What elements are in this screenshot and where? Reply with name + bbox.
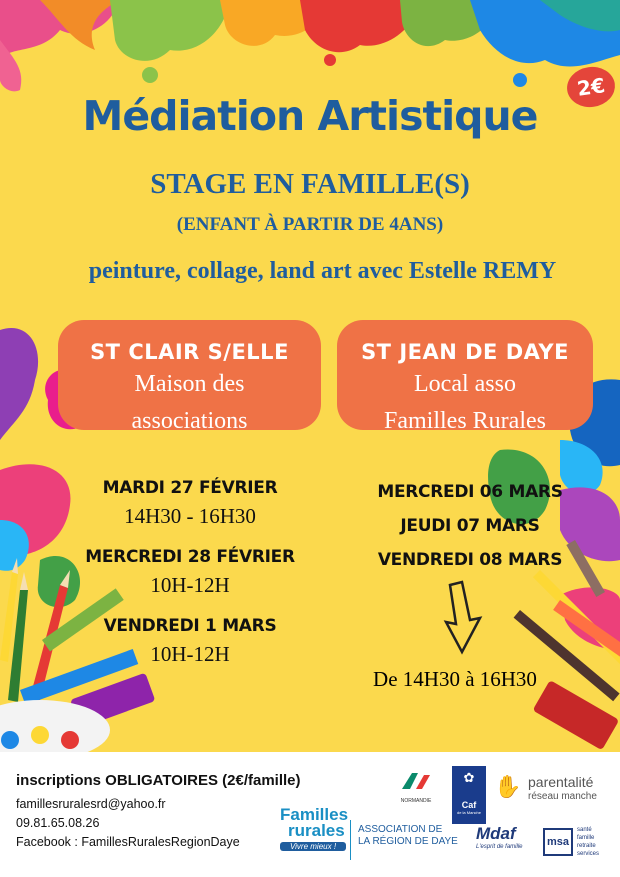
schedule-day: MERCREDI 28 FÉVRIER — [85, 547, 295, 567]
logo-divider — [350, 820, 351, 860]
credit-agricole-logo: NORMANDIE — [398, 769, 434, 801]
location-place-line1: Maison des — [134, 371, 245, 397]
schedule-day: VENDREDI 1 MARS — [103, 616, 277, 636]
credit-agricole-icon — [398, 769, 434, 793]
facebook-link[interactable]: Facebook : FamillesRuralesRegionDaye — [16, 835, 240, 849]
phone-number: 09.81.65.08.26 — [16, 816, 100, 830]
location-name: ST JEAN DE DAYE — [361, 340, 569, 364]
schedule-time: 14H30 - 16H30 — [124, 504, 256, 528]
schedule-day: JEUDI 07 MARS — [400, 516, 540, 536]
price-badge: 2€ — [564, 64, 617, 110]
association-label: ASSOCIATION DE LA RÉGION DE DAYE — [358, 824, 458, 847]
schedule-time-range: De 14H30 à 16H30 — [373, 667, 537, 691]
page-title: Médiation Artistique — [82, 92, 538, 140]
schedule-day: MARDI 27 FÉVRIER — [102, 478, 278, 498]
location-card-st-jean — [337, 320, 593, 434]
location-place-line1: Local asso — [414, 371, 516, 397]
schedule-day: MERCREDI 06 MARS — [377, 482, 563, 502]
caf-logo: ✿ Caf de la Manche — [452, 766, 486, 824]
familles-rurales-logo: Familles rurales Vivre mieux ! — [280, 805, 349, 851]
footer: inscriptions OBLIGATOIRES (2€/famille) famillesruralesrd@yahoo.fr 09.81.65.08.26 Facebook : FamillesRuralesRegionDaye NORMANDIE ✿ Caf de la Manche ✋ parentalité réseau manche Familles rurales Vivre mieux ! ASSOCIATION DE LA RÉGION DE DAYE Mdaf L'esprit de famille msa santé famille retraite services — [0, 752, 620, 877]
location-place-line2: Familles Rurales — [384, 408, 546, 434]
schedule-time: 10H-12H — [150, 642, 230, 666]
age-note: (ENFANT À PARTIR DE 4ANS) — [176, 214, 444, 235]
hand-icon: ✋ — [494, 774, 522, 799]
flower-icon: ✿ — [463, 770, 475, 785]
schedule-time: 10H-12H — [150, 573, 230, 597]
location-card-st-clair — [58, 320, 321, 434]
schedule-left — [70, 478, 310, 667]
schedule-right — [350, 482, 590, 570]
schedule-day: VENDREDI 08 MARS — [377, 550, 563, 570]
location-name: ST CLAIR S/ELLE — [90, 340, 289, 364]
location-place-line2: associations — [131, 408, 248, 434]
activities-line: peinture, collage, land art avec Estelle REMY — [88, 258, 557, 284]
email-link[interactable]: famillesruralesrd@yahoo.fr — [16, 797, 166, 811]
subtitle: STAGE EN FAMILLE(S) — [150, 168, 470, 200]
mdaf-logo: Mdaf L'esprit de famille — [476, 824, 523, 850]
registration-text: inscriptions OBLIGATOIRES (2€/famille) — [16, 772, 301, 789]
msa-logo: msa santé famille retraite services — [543, 826, 613, 860]
